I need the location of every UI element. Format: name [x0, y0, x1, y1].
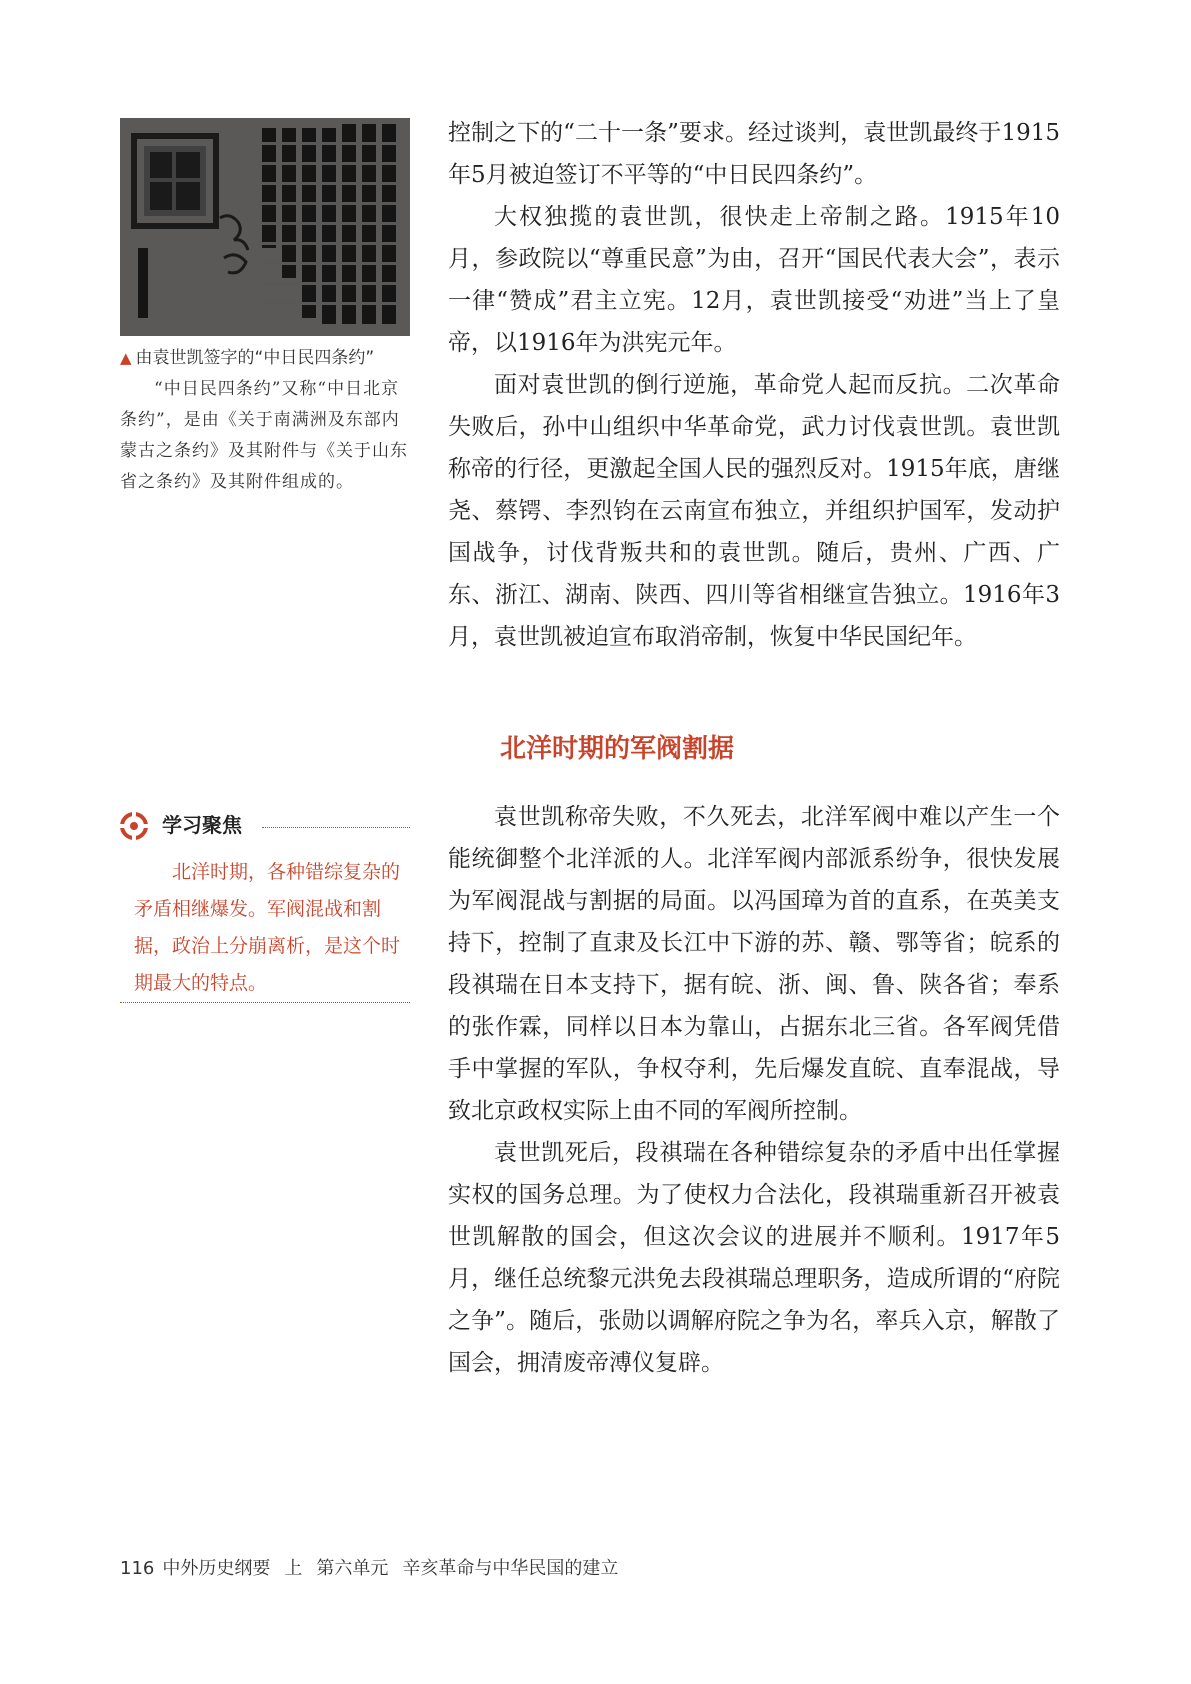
page-footer [120, 1556, 632, 1582]
main-text-bottom [448, 796, 1060, 1384]
image-caption-title-text: 由袁世凯签字的“中日民四条约” [135, 348, 375, 368]
focus-divider-top [262, 827, 410, 828]
treaty-document-illustration [120, 118, 410, 336]
image-caption-body-text: “中日民四条约”又称“中日北京条约”，是由《关于南满洲及东部内蒙古之条约》及其附件与《关于山东省之条约》及其附件组成的。 [120, 379, 408, 492]
study-focus-paragraph: 北洋时期，各种错综复杂的矛盾相继爆发。军阀混战和割据，政治上分崩离析，是这个时期最大的特点。 [134, 861, 401, 994]
unit-title: 辛亥革命与中华民国的建立 [402, 1558, 619, 1579]
page-number: 116 [120, 1558, 155, 1579]
paragraph: 袁世凯称帝失败，不久死去，北洋军阀中难以产生一个能统御整个北洋派的人。北洋军阀内部派系纷争，很快发展为军阀混战与割据的局面。以冯国璋为首的直系，在英美支持下，控制了直隶及长江中下游的苏、赣、鄂等省；皖系的段祺瑞在日本支持下，据有皖、浙、闽、鲁、陕各省；奉系的张作霖，同样以日本为靠山，占据东北三省。各军阀凭借手中掌握的军队，争权夺利，先后爆发直皖、直奉混战，导致北京政权实际上由不同的军阀所控制。 [448, 804, 1060, 1124]
study-focus-box [120, 810, 410, 1006]
unit-number: 第六单元 [316, 1558, 389, 1579]
book-title: 中外历史纲要 [162, 1558, 271, 1579]
triangle-up-icon: ▲ [120, 349, 132, 367]
image-caption-body [120, 374, 412, 498]
study-focus-title: 学习聚焦 [162, 813, 242, 837]
focus-target-icon [120, 812, 148, 840]
main-text-top [448, 112, 1060, 658]
paragraph: 大权独揽的袁世凯，很快走上帝制之路。1915年10月，参政院以“尊重民意”为由，召开“国民代表大会”，表示一律“赞成”君主立宪。12月，袁世凯接受“劝进”当上了皇帝，以1916年为洪宪元年。 [448, 204, 1060, 356]
treaty-document-image [120, 118, 410, 336]
volume: 上 [284, 1558, 303, 1579]
paragraph: 控制之下的“二十一条”要求。经过谈判，袁世凯最终于1915年5月被迫签订不平等的“中日民四条约”。 [448, 120, 1060, 188]
paragraph: 面对袁世凯的倒行逆施，革命党人起而反抗。二次革命失败后，孙中山组织中华革命党，武力讨伐袁世凯。袁世凯称帝的行径，更激起全国人民的强烈反对。1915年底，唐继尧、蔡锷、李烈钧在云南宣布独立，并组织护国军，发动护国战争，讨伐背叛共和的袁世凯。随后，贵州、广西、广东、浙江、湖南、陕西、四川等省相继宣告独立。1916年3月，袁世凯被迫宣布取消帝制，恢复中华民国纪年。 [448, 372, 1060, 650]
section-heading: 北洋时期的军阀割据 [500, 734, 735, 764]
study-focus-text [134, 854, 404, 1002]
focus-divider-bottom [120, 1002, 410, 1003]
image-caption-title [120, 346, 420, 370]
paragraph: 袁世凯死后，段祺瑞在各种错综复杂的矛盾中出任掌握实权的国务总理。为了使权力合法化，段祺瑞重新召开被袁世凯解散的国会，但这次会议的进展并不顺利。1917年5月，继任总统黎元洪免去段祺瑞总理职务，造成所谓的“府院之争”。随后，张勋以调解府院之争为名，率兵入京，解散了国会，拥清废帝溥仪复辟。 [448, 1140, 1060, 1376]
study-focus-header [120, 810, 410, 844]
